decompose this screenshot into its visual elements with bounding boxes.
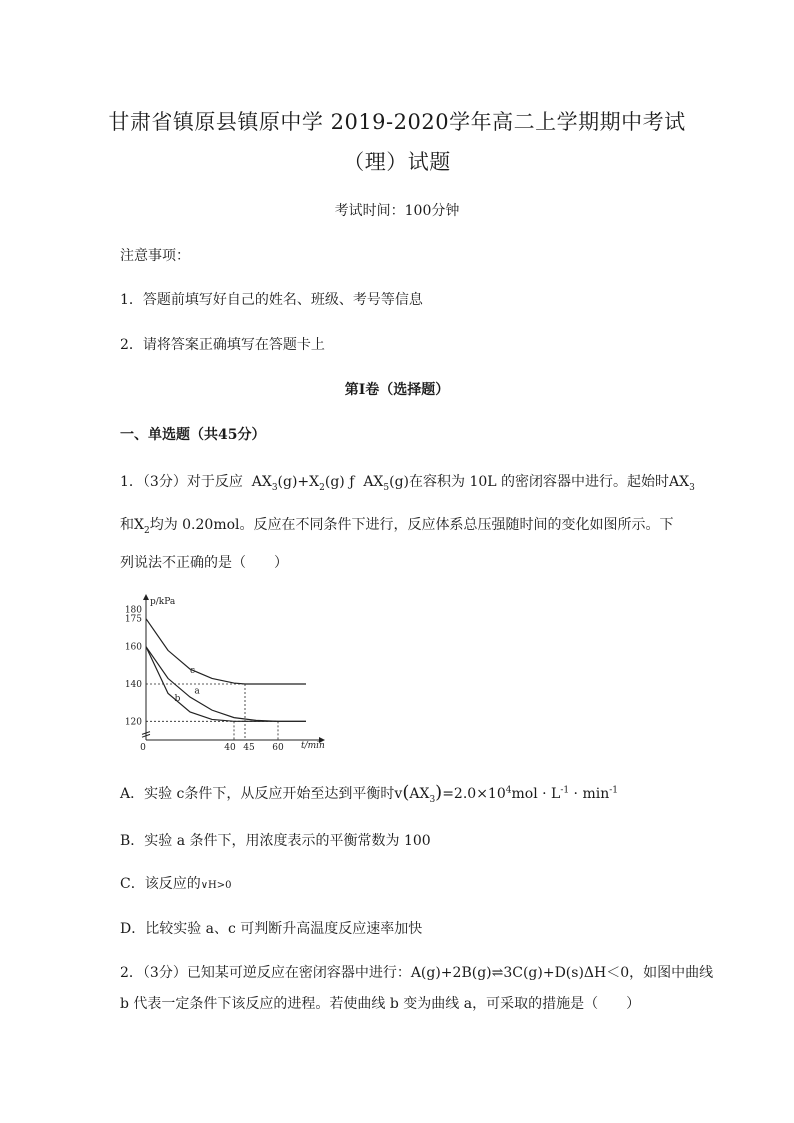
q1-line-3: 列说法不正确的是（ ） <box>120 555 288 571</box>
option-a-unit-exp: -1 <box>560 785 570 796</box>
option-a-species: AX <box>409 786 430 802</box>
series-a-label: a <box>194 686 200 697</box>
x-tick-label: 45 <box>243 743 255 752</box>
y-axis-arrow <box>143 594 149 600</box>
notice-item-1: 1．答题前填写好自己的姓名、班级、考号等信息 <box>120 292 423 308</box>
option-a-min-exp: -1 <box>609 785 619 796</box>
option-a-exp: 4 <box>505 785 512 796</box>
option-a-min: · min <box>569 786 610 802</box>
x-tick-label: 0 <box>140 743 146 752</box>
option-a-text: A．实验 c条件下，从反应开始至达到平衡时 <box>120 786 395 802</box>
y-tick-label: 180 <box>124 605 142 616</box>
title-line-2: （理）试题 <box>343 150 451 174</box>
q1-option-d[interactable]: D．比较实验 a、c 可判断升高温度反应速率加快 <box>120 921 423 937</box>
eq-end: (g) <box>389 474 410 490</box>
start-species: AX <box>669 474 690 490</box>
x-axis-label: t/min <box>301 741 325 751</box>
q2-line-2: b 代表一定条件下该反应的进程。若使曲线 b 变为曲线 a，可采取的措施是（ ） <box>120 996 641 1012</box>
option-c-delta: ∨H>0 <box>200 880 232 891</box>
eq-plus: (g)+X <box>277 474 320 490</box>
option-a-v: v <box>394 786 403 802</box>
q1-option-c[interactable] <box>120 873 232 893</box>
x-tick-label: 40 <box>224 743 236 752</box>
option-a-value: =2.0×10 <box>442 786 506 802</box>
y-tick-label: 140 <box>124 680 142 690</box>
q1-line-2: 和$X_2$均为 0.20mol。反应在不同条件下进行，反应体系总压强随时间的变化如图所示。下 <box>120 517 674 536</box>
y-tick-label: 120 <box>124 717 142 728</box>
y-tick-label: 160 <box>124 642 142 653</box>
option-a-unit: mol · L <box>511 786 561 802</box>
eq-arrow: ƒ <box>349 474 355 490</box>
notice-heading: 注意事项： <box>120 248 190 264</box>
series-b-label: b <box>174 693 181 704</box>
volume-title: 第I卷（选择题） <box>344 382 450 398</box>
title-line-1: 甘肃省镇原县镇原中学 2019-2020学年高二上学期期中考试 <box>108 110 686 134</box>
pressure-time-chart <box>118 592 328 752</box>
eq-ax5: AX <box>363 474 384 490</box>
y-axis-label: p/kPa <box>150 597 176 607</box>
q1-option-b[interactable]: B．实验 a 条件下，用浓度表示的平衡常数为 100 <box>120 833 431 849</box>
series-c-line <box>146 619 306 684</box>
eq-g: (g) <box>324 474 345 490</box>
q1-line-2-rest: 均为 0.20mol。反应在不同条件下进行，反应体系总压强随时间的变化如图所示。下 <box>149 517 674 533</box>
section-title: 一、单选题（共45分） <box>120 427 266 443</box>
q2-line-1: 2．（3分）已知某可逆反应在密闭容器中进行：A(g)+2B(g)⇌3C(g)+D(s)ΔH＜0，如图中曲线 <box>120 965 714 981</box>
notice-item-2: 2．请将答案正确填写在答题卡上 <box>120 337 325 353</box>
q1-x2: 和X <box>120 517 144 533</box>
q1-line-1-rest: 在容积为 10L 的密闭容器中进行。起始时 <box>409 474 670 490</box>
series-c-label: c <box>190 665 196 676</box>
q1-option-a[interactable]: A．实验 c条件下，从反应开始至达到平衡时$v(AX_3)=2.0\times 10^4mol \cdot L^{-1} \cdot \min^{-1}$ <box>120 782 619 805</box>
y-tick-label: 175 <box>124 614 142 625</box>
eq-ax3: AX <box>251 474 272 490</box>
option-c-text: C．该反应的 <box>120 876 201 892</box>
exam-time: 考试时间：100分钟 <box>334 203 460 219</box>
q1-prefix: 1．（3分）对于反应 <box>120 474 243 490</box>
x-tick-label: 60 <box>272 743 284 752</box>
q1-line-1: 1．（3分）对于反应 $AX_3(g)+X_2(g)$ ƒ $AX_5(g)$在容积为 10L 的密闭容器中进行。起始时$AX_3$ <box>120 474 695 493</box>
